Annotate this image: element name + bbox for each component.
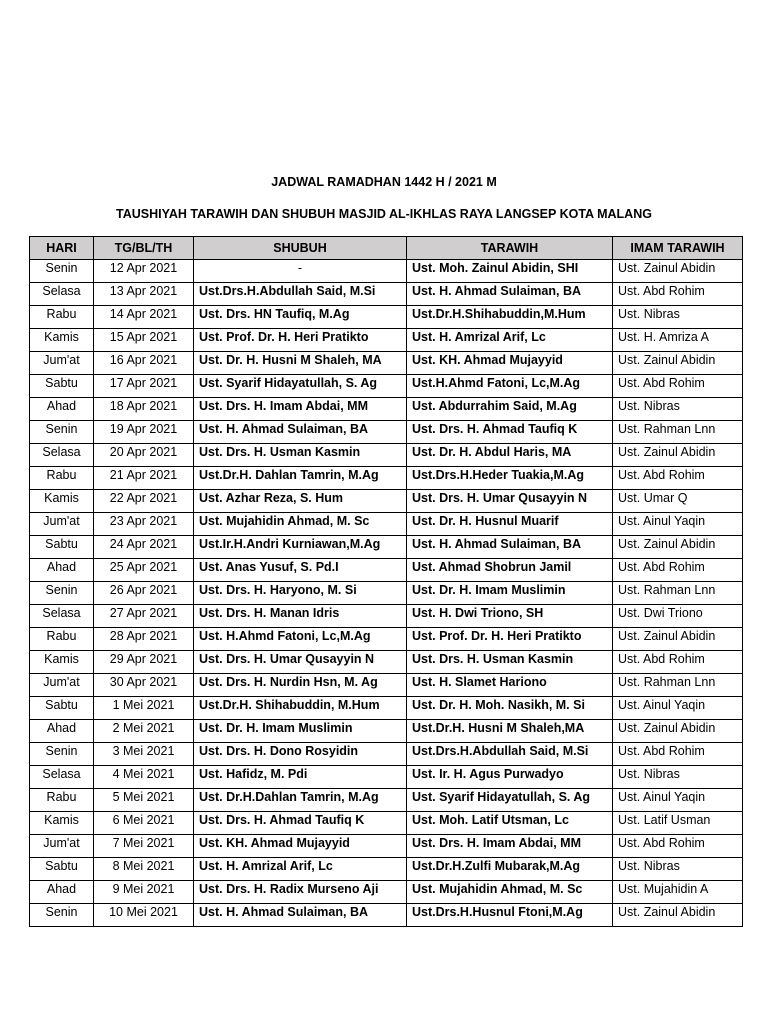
table-row: [30, 421, 743, 444]
day-cell: Sabtu: [30, 375, 94, 398]
shubuh-cell: Ust. Prof. Dr. H. Heri Pratikto: [194, 329, 407, 352]
shubuh-cell: Ust. Drs. H. Manan Idris: [194, 605, 407, 628]
date-cell: 4 Mei 2021: [94, 766, 194, 789]
shubuh-cell: Ust. H. Amrizal Arif, Lc: [194, 858, 407, 881]
day-cell: Ahad: [30, 398, 94, 421]
table-row: [30, 904, 743, 927]
day-cell: Sabtu: [30, 536, 94, 559]
imam-tarawih-cell: Ust. Abd Rohim: [613, 375, 743, 398]
header-shubuh: SHUBUH: [194, 237, 407, 260]
imam-tarawih-cell: Ust. Ainul Yaqin: [613, 513, 743, 536]
header-hari: HARI: [30, 237, 94, 260]
imam-tarawih-cell: Ust. Zainul Abidin: [613, 260, 743, 283]
tarawih-cell: Ust. Dr. H. Imam Muslimin: [407, 582, 613, 605]
day-cell: Rabu: [30, 789, 94, 812]
imam-tarawih-cell: Ust. Rahman Lnn: [613, 582, 743, 605]
day-cell: Selasa: [30, 605, 94, 628]
tarawih-cell: Ust. Ahmad Shobrun Jamil: [407, 559, 613, 582]
imam-tarawih-cell: Ust. Nibras: [613, 766, 743, 789]
tarawih-cell: Ust. Dr. H. Husnul Muarif: [407, 513, 613, 536]
shubuh-cell: Ust. Drs. H. Nurdin Hsn, M. Ag: [194, 674, 407, 697]
date-cell: 16 Apr 2021: [94, 352, 194, 375]
day-cell: Senin: [30, 904, 94, 927]
tarawih-cell: Ust. H. Amrizal Arif, Lc: [407, 329, 613, 352]
schedule-table: [29, 236, 743, 927]
table-row: [30, 398, 743, 421]
shubuh-cell: Ust. Hafidz, M. Pdi: [194, 766, 407, 789]
shubuh-cell: Ust. Drs. H. Imam Abdai, MM: [194, 398, 407, 421]
table-row: [30, 513, 743, 536]
day-cell: Ahad: [30, 881, 94, 904]
day-cell: Selasa: [30, 283, 94, 306]
shubuh-cell: Ust. Drs. H. Usman Kasmin: [194, 444, 407, 467]
imam-tarawih-cell: Ust. Abd Rohim: [613, 283, 743, 306]
table-row: [30, 283, 743, 306]
imam-tarawih-cell: Ust. Zainul Abidin: [613, 628, 743, 651]
table-row: [30, 697, 743, 720]
shubuh-cell: Ust. H. Ahmad Sulaiman, BA: [194, 904, 407, 927]
table-row: [30, 260, 743, 283]
shubuh-cell: Ust. Drs. H. Haryono, M. Si: [194, 582, 407, 605]
date-cell: 8 Mei 2021: [94, 858, 194, 881]
imam-tarawih-cell: Ust. Nibras: [613, 306, 743, 329]
shubuh-cell: Ust. Drs. H. Umar Qusayyin N: [194, 651, 407, 674]
shubuh-cell: Ust.Dr.H. Shihabuddin, M.Hum: [194, 697, 407, 720]
shubuh-cell: Ust. Mujahidin Ahmad, M. Sc: [194, 513, 407, 536]
date-cell: 30 Apr 2021: [94, 674, 194, 697]
header-date: TG/BL/TH: [94, 237, 194, 260]
date-cell: 18 Apr 2021: [94, 398, 194, 421]
table-row: [30, 306, 743, 329]
table-row: [30, 881, 743, 904]
date-cell: 17 Apr 2021: [94, 375, 194, 398]
day-cell: Jum'at: [30, 835, 94, 858]
day-cell: Sabtu: [30, 697, 94, 720]
tarawih-cell: Ust. Ir. H. Agus Purwadyo: [407, 766, 613, 789]
tarawih-cell: Ust.Dr.H.Zulfi Mubarak,M.Ag: [407, 858, 613, 881]
shubuh-cell: Ust.Dr.H. Dahlan Tamrin, M.Ag: [194, 467, 407, 490]
date-cell: 27 Apr 2021: [94, 605, 194, 628]
shubuh-cell: Ust. Dr. H. Husni M Shaleh, MA: [194, 352, 407, 375]
imam-tarawih-cell: Ust. Abd Rohim: [613, 743, 743, 766]
tarawih-cell: Ust. Dr. H. Abdul Haris, MA: [407, 444, 613, 467]
shubuh-cell: Ust. Dr.H.Dahlan Tamrin, M.Ag: [194, 789, 407, 812]
imam-tarawih-cell: Ust. Rahman Lnn: [613, 674, 743, 697]
shubuh-cell: Ust.Drs.H.Abdullah Said, M.Si: [194, 283, 407, 306]
date-cell: 9 Mei 2021: [94, 881, 194, 904]
shubuh-cell: Ust.Ir.H.Andri Kurniawan,M.Ag: [194, 536, 407, 559]
day-cell: Selasa: [30, 766, 94, 789]
table-row: [30, 444, 743, 467]
day-cell: Kamis: [30, 329, 94, 352]
day-cell: Senin: [30, 421, 94, 444]
table-row: [30, 329, 743, 352]
day-cell: Senin: [30, 743, 94, 766]
date-cell: 1 Mei 2021: [94, 697, 194, 720]
tarawih-cell: Ust. Drs. H. Ahmad Taufiq K: [407, 421, 613, 444]
tarawih-cell: Ust.Drs.H.Abdullah Said, M.Si: [407, 743, 613, 766]
date-cell: 20 Apr 2021: [94, 444, 194, 467]
day-cell: Selasa: [30, 444, 94, 467]
date-cell: 23 Apr 2021: [94, 513, 194, 536]
table-row: [30, 582, 743, 605]
tarawih-cell: Ust. H. Slamet Hariono: [407, 674, 613, 697]
tarawih-cell: Ust.Dr.H.Shihabuddin,M.Hum: [407, 306, 613, 329]
tarawih-cell: Ust. Drs. H. Umar Qusayyin N: [407, 490, 613, 513]
date-cell: 13 Apr 2021: [94, 283, 194, 306]
imam-tarawih-cell: Ust. Mujahidin A: [613, 881, 743, 904]
shubuh-cell: Ust. Drs. H. Ahmad Taufiq K: [194, 812, 407, 835]
shubuh-cell: Ust. KH. Ahmad Mujayyid: [194, 835, 407, 858]
date-cell: 24 Apr 2021: [94, 536, 194, 559]
date-cell: 10 Mei 2021: [94, 904, 194, 927]
imam-tarawih-cell: Ust. Ainul Yaqin: [613, 697, 743, 720]
table-row: [30, 628, 743, 651]
shubuh-cell: -: [194, 260, 407, 283]
shubuh-cell: Ust. Drs. H. Radix Murseno Aji: [194, 881, 407, 904]
day-cell: Ahad: [30, 720, 94, 743]
imam-tarawih-cell: Ust. Rahman Lnn: [613, 421, 743, 444]
table-row: [30, 720, 743, 743]
tarawih-cell: Ust. Syarif Hidayatullah, S. Ag: [407, 789, 613, 812]
tarawih-cell: Ust. Drs. H. Imam Abdai, MM: [407, 835, 613, 858]
date-cell: 3 Mei 2021: [94, 743, 194, 766]
date-cell: 19 Apr 2021: [94, 421, 194, 444]
table-row: [30, 352, 743, 375]
imam-tarawih-cell: Ust. Umar Q: [613, 490, 743, 513]
date-cell: 28 Apr 2021: [94, 628, 194, 651]
day-cell: Kamis: [30, 812, 94, 835]
day-cell: Rabu: [30, 306, 94, 329]
shubuh-cell: Ust. Azhar Reza, S. Hum: [194, 490, 407, 513]
table-row: [30, 743, 743, 766]
document-subtitle: TAUSHIYAH TARAWIH DAN SHUBUH MASJID AL-IKHLAS RAYA LANGSEP KOTA MALANG: [116, 207, 652, 221]
date-cell: 7 Mei 2021: [94, 835, 194, 858]
tarawih-cell: Ust.Dr.H. Husni M Shaleh,MA: [407, 720, 613, 743]
day-cell: Ahad: [30, 559, 94, 582]
day-cell: Senin: [30, 260, 94, 283]
imam-tarawih-cell: Ust. Zainul Abidin: [613, 536, 743, 559]
date-cell: 14 Apr 2021: [94, 306, 194, 329]
date-cell: 26 Apr 2021: [94, 582, 194, 605]
imam-tarawih-cell: Ust. Zainul Abidin: [613, 352, 743, 375]
tarawih-cell: Ust. Dr. H. Moh. Nasikh, M. Si: [407, 697, 613, 720]
date-cell: 15 Apr 2021: [94, 329, 194, 352]
imam-tarawih-cell: Ust. Nibras: [613, 858, 743, 881]
date-cell: 12 Apr 2021: [94, 260, 194, 283]
table-row: [30, 766, 743, 789]
day-cell: Kamis: [30, 651, 94, 674]
table-row: [30, 858, 743, 881]
date-cell: 25 Apr 2021: [94, 559, 194, 582]
imam-tarawih-cell: Ust. Latif Usman: [613, 812, 743, 835]
imam-tarawih-cell: Ust. Dwi Triono: [613, 605, 743, 628]
tarawih-cell: Ust. Moh. Latif Utsman, Lc: [407, 812, 613, 835]
day-cell: Senin: [30, 582, 94, 605]
tarawih-cell: Ust. Mujahidin Ahmad, M. Sc: [407, 881, 613, 904]
table-row: [30, 812, 743, 835]
table-row: [30, 536, 743, 559]
imam-tarawih-cell: Ust. Zainul Abidin: [613, 444, 743, 467]
tarawih-cell: Ust. KH. Ahmad Mujayyid: [407, 352, 613, 375]
imam-tarawih-cell: Ust. Abd Rohim: [613, 651, 743, 674]
tarawih-cell: Ust. Moh. Zainul Abidin, SHI: [407, 260, 613, 283]
shubuh-cell: Ust. Anas Yusuf, S. Pd.I: [194, 559, 407, 582]
imam-tarawih-cell: Ust. Zainul Abidin: [613, 904, 743, 927]
table-row: [30, 467, 743, 490]
imam-tarawih-cell: Ust. Ainul Yaqin: [613, 789, 743, 812]
table-row: [30, 605, 743, 628]
date-cell: 21 Apr 2021: [94, 467, 194, 490]
tarawih-cell: Ust. Drs. H. Usman Kasmin: [407, 651, 613, 674]
tarawih-cell: Ust. Prof. Dr. H. Heri Pratikto: [407, 628, 613, 651]
imam-tarawih-cell: Ust. Abd Rohim: [613, 467, 743, 490]
day-cell: Sabtu: [30, 858, 94, 881]
tarawih-cell: Ust. H. Dwi Triono, SH: [407, 605, 613, 628]
header-imam-tarawih: IMAM TARAWIH: [613, 237, 743, 260]
shubuh-cell: Ust. H.Ahmd Fatoni, Lc,M.Ag: [194, 628, 407, 651]
shubuh-cell: Ust. H. Ahmad Sulaiman, BA: [194, 421, 407, 444]
tarawih-cell: Ust. H. Ahmad Sulaiman, BA: [407, 536, 613, 559]
shubuh-cell: Ust. Dr. H. Imam Muslimin: [194, 720, 407, 743]
date-cell: 5 Mei 2021: [94, 789, 194, 812]
table-row: [30, 490, 743, 513]
imam-tarawih-cell: Ust. Zainul Abidin: [613, 720, 743, 743]
imam-tarawih-cell: Ust. Nibras: [613, 398, 743, 421]
date-cell: 22 Apr 2021: [94, 490, 194, 513]
table-header-row: [30, 237, 743, 260]
table-row: [30, 375, 743, 398]
day-cell: Jum'at: [30, 674, 94, 697]
tarawih-cell: Ust. Abdurrahim Said, M.Ag: [407, 398, 613, 421]
day-cell: Rabu: [30, 628, 94, 651]
shubuh-cell: Ust. Syarif Hidayatullah, S. Ag: [194, 375, 407, 398]
table-row: [30, 835, 743, 858]
imam-tarawih-cell: Ust. H. Amriza A: [613, 329, 743, 352]
tarawih-cell: Ust. H. Ahmad Sulaiman, BA: [407, 283, 613, 306]
date-cell: 2 Mei 2021: [94, 720, 194, 743]
header-tarawih: TARAWIH: [407, 237, 613, 260]
tarawih-cell: Ust.Drs.H.Heder Tuakia,M.Ag: [407, 467, 613, 490]
day-cell: Jum'at: [30, 352, 94, 375]
tarawih-cell: Ust.Drs.H.Husnul Ftoni,M.Ag: [407, 904, 613, 927]
imam-tarawih-cell: Ust. Abd Rohim: [613, 559, 743, 582]
shubuh-cell: Ust. Drs. H. Dono Rosyidin: [194, 743, 407, 766]
day-cell: Rabu: [30, 467, 94, 490]
date-cell: 29 Apr 2021: [94, 651, 194, 674]
tarawih-cell: Ust.H.Ahmd Fatoni, Lc,M.Ag: [407, 375, 613, 398]
document-title: JADWAL RAMADHAN 1442 H / 2021 M: [271, 175, 497, 189]
day-cell: Jum'at: [30, 513, 94, 536]
table-row: [30, 789, 743, 812]
table-row: [30, 651, 743, 674]
day-cell: Kamis: [30, 490, 94, 513]
table-row: [30, 674, 743, 697]
imam-tarawih-cell: Ust. Abd Rohim: [613, 835, 743, 858]
shubuh-cell: Ust. Drs. HN Taufiq, M.Ag: [194, 306, 407, 329]
table-row: [30, 559, 743, 582]
date-cell: 6 Mei 2021: [94, 812, 194, 835]
